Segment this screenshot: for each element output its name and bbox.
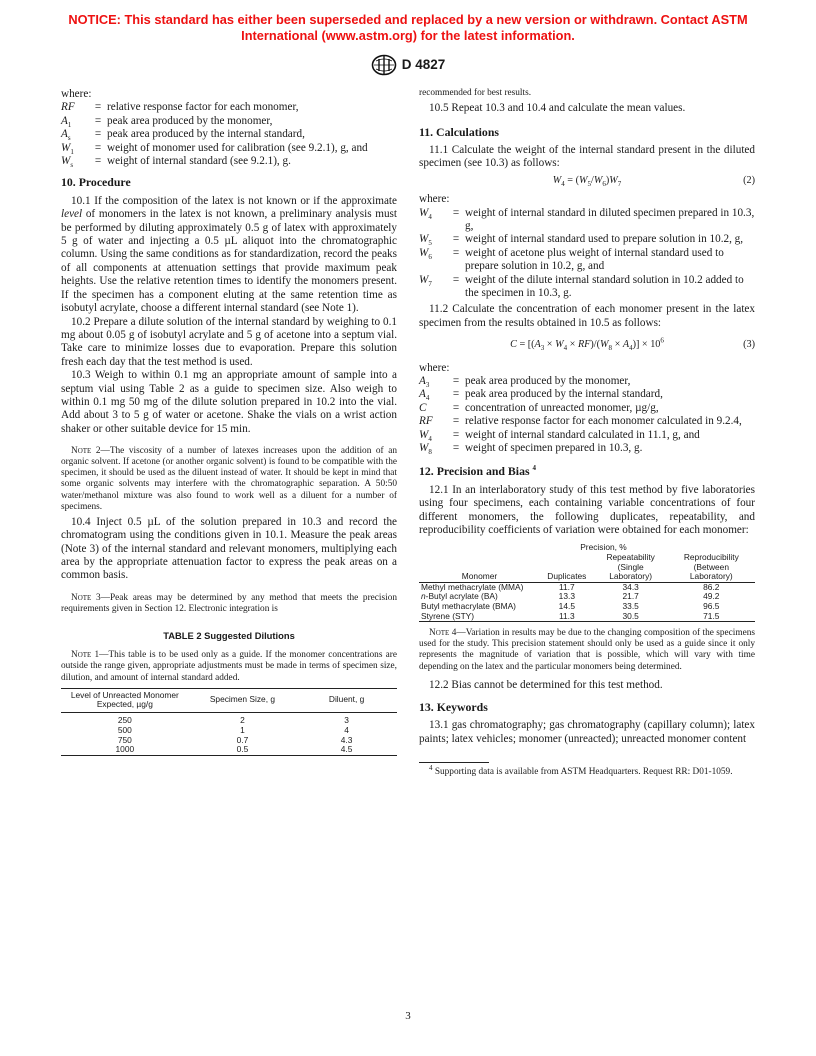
equals-sign: =	[452, 273, 460, 286]
definition-row	[61, 115, 397, 128]
definition-symbol: C	[419, 401, 427, 414]
table-2	[61, 688, 397, 756]
definition-row	[419, 274, 755, 301]
page-number: 3	[405, 1010, 411, 1022]
where-label: where:	[419, 193, 450, 206]
precision-header: Monomer	[461, 571, 498, 582]
para-11-2: 11.2 Calculate the concentration of each monomer present in the latex specimen from the results obtained in 10.5 as follows:	[419, 303, 755, 329]
definition-text: weight of internal standard (see 9.2.1), g.	[107, 155, 291, 168]
definition-row	[419, 402, 755, 415]
section-11-title: 11. Calculations	[419, 124, 499, 139]
definition-text: weight of specimen prepared in 10.3, g.	[465, 442, 643, 455]
where-label: where:	[419, 361, 450, 374]
left-column	[61, 88, 397, 756]
definition-symbol: $W_5$	[419, 233, 432, 248]
equation-3-number: (3)	[743, 339, 755, 351]
para-12-2: 12.2 Bias cannot be determined for this test method.	[429, 678, 663, 691]
table-2-header: Level of Unreacted Monomer Expected, µg/g	[70, 689, 179, 710]
definition-symbol: RF	[419, 415, 433, 428]
definition-row	[61, 101, 397, 114]
page-header	[0, 54, 816, 76]
continued-text: recommended for best results.	[419, 88, 532, 98]
where-label: where:	[61, 88, 92, 100]
equation-2: $W_4 = (W_5/W_6)W_7$ (2)	[552, 174, 755, 188]
equals-sign: =	[452, 246, 460, 259]
equals-sign: =	[452, 206, 460, 219]
definition-text: weight of acetone plus weight of internal standard used to prepare solution in 10.2, g, and	[465, 246, 724, 273]
para-10-2: 10.2 Prepare a dilute solution of the internal standard by weighing to 0.1 mg about 0.05 g of isobutyl acrylate and 5 g of acetone into a septum vial. Take care to minimize losses due to evaporation. Prepare this solution fresh each day that the test method is used.	[61, 315, 397, 368]
precision-group-header: Precision, %	[580, 542, 627, 553]
para-13-1: 13.1 gas chromatography; gas chromatography (capillary column); latex paints; latex vehicles; monomer (unreacted); unreacted monomer content	[419, 719, 755, 745]
definition-symbol: RF	[61, 101, 75, 114]
note-1: Note 1—This table is to be used only as a guide. If the monomer concentrations are outside the range given, appropriate adjustments must be made in terms of specimen size, dilution, and amount of internal standard added.	[61, 650, 397, 683]
equals-sign: =	[94, 141, 102, 154]
equals-sign: =	[94, 114, 102, 127]
definition-text: relative response factor for each monomer,	[107, 101, 299, 114]
footnote-4: $^4$ Supporting data is available from ASTM Headquarters. Request RR: D01-1059.	[429, 764, 733, 778]
definition-row	[419, 429, 755, 442]
definition-text: weight of the dilute internal standard solution in 10.2 added to the specimen in 10.3, g.	[465, 273, 744, 299]
definition-row	[419, 207, 755, 234]
definition-text: weight of monomer used for calibration (see 9.2.1), g, and	[107, 141, 368, 154]
table-row: 1000 0.5 4.5	[61, 745, 397, 755]
section-12-title: 12. Precision and Bias $^4$	[419, 464, 537, 479]
definition-symbol: $A_s$	[61, 128, 71, 143]
section-10-title: 10. Procedure	[61, 175, 131, 190]
definition-symbol: $W_s$	[61, 155, 74, 170]
equation-3: $C = [(A_3 \times W_4 \times RF)/(W_8 \times A_4)] \times 10^6$ (3)	[510, 336, 755, 353]
table-row: Butyl methacrylate (BMA) 14.5 33.5 96.5	[421, 601, 720, 612]
table-row: Methyl methacrylate (MMA) 11.7 34.3 86.2	[421, 581, 720, 592]
definitions-list	[419, 375, 755, 455]
definition-row	[419, 388, 755, 401]
right-column	[419, 88, 755, 778]
precision-header: Duplicates	[547, 571, 587, 582]
para-12-1: 12.1 In an interlaboratory study of this test method by five laboratories using four specimens, each containing variable concentrations of four different monomers, the following duplicates, repeatability, and reproducibility coefficients of variation were obtained for each monomer:	[419, 483, 755, 537]
definition-text: weight of internal standard in diluted specimen prepared in 10.3, g,	[465, 206, 755, 232]
table-row: 250 2 3	[117, 715, 349, 726]
definition-symbol: $W_4$	[419, 206, 432, 221]
definition-text: peak area produced by the internal standard,	[465, 388, 663, 401]
table-row: 750 0.7 4.3	[117, 734, 353, 745]
definition-text: weight of internal standard calculated in 11.1, g, and	[465, 428, 700, 441]
definition-symbol: $A_4$	[419, 388, 430, 403]
para-10-1: 10.1 If the composition of the latex is not known or if the approximate level of monomers in the latex is not known, a preliminary analysis must be performed by diluting approximately 0.5 g of latex with approximately 5 g of water and injecting a 0.5 µL aliquot into the chromatographic column. Using the same conditions as for standardization, record the peaks of all components at attenuation settings that provide maximum peak heights. Use the relative retention times to identify the monomers present. If the specimen has a component eluting at the same retention time as isobutyl acrylate, choose a different internal standard (see Note 1).	[61, 194, 397, 315]
para-10-3: 10.3 Weigh to within 0.1 mg an appropriate amount of sample into a septum vial using Table 2 as a guide to specimen size. Also weigh to within 0.1 mg 50 mg of the dilute solution prepared in 10.2 into the vial. Add about 3 to 5 g of water or acetone. Shake the vials on a wrist action shaker or other suitable device for 15 min.	[61, 369, 397, 435]
equals-sign: =	[94, 155, 102, 168]
footnote-rule	[419, 762, 489, 763]
definition-symbol: $W_8$	[419, 442, 432, 457]
definition-symbol: $A_1$	[61, 114, 72, 130]
equals-sign: =	[452, 428, 460, 441]
precision-header: Reproducibility (Between Laboratory)	[683, 552, 739, 582]
precision-header: Repeatability (Single Laboratory)	[606, 552, 655, 582]
table-2-header: Specimen Size, g	[209, 694, 276, 705]
equals-sign: =	[94, 101, 102, 114]
para-10-4: 10.4 Inject 0.5 µL of the solution prepared in 10.3 and record the chromatogram using the conditions given in 10.1. Measure the peak areas (Note 3) of the internal standard and relevant monomers, multiplying each area by the appropriate attenuation factor to express the peak areas on a common basis.	[61, 515, 397, 582]
equals-sign: =	[94, 128, 102, 141]
astm-logo-icon	[371, 54, 397, 76]
supersede-notice: NOTICE: This standard has either been superseded and replaced by a new version or withdrawn. Contact ASTM International (www.astm.org) for the latest information.	[68, 12, 748, 43]
note-3: Note 3—Peak areas may be determined by any method that meets the precision requirements given in Section 12. Electronic integration is	[61, 592, 398, 614]
definition-symbol: $W_6$	[419, 246, 432, 261]
definition-text: peak area produced by the internal standard,	[107, 128, 305, 141]
definition-row	[61, 155, 397, 168]
definition-row	[61, 142, 397, 155]
definition-symbol: $W_1$	[61, 141, 74, 156]
table-row: Styrene (STY) 11.3 30.5 71.5	[419, 612, 755, 622]
definition-text: peak area produced by the monomer,	[465, 375, 631, 387]
definition-text: concentration of unreacted monomer, µg/g,	[465, 401, 659, 414]
definition-row	[419, 247, 755, 274]
table-row: n-Butyl acrylate (BA) 13.3 21.7 49.2	[421, 591, 720, 602]
equals-sign: =	[452, 415, 460, 428]
equals-sign: =	[452, 375, 460, 387]
definition-row	[419, 442, 755, 455]
note-4: Note 4—Variation in results may be due to the changing composition of the specimens used for the study. This precision statement should only be used as a guide since it only represents the magnitude of variation that is possible, which will vary with time depending on the latex and the particular monomers being determined.	[419, 628, 756, 672]
table-2-header: Diluent, g	[328, 694, 365, 705]
table-2-title: TABLE 2 Suggested Dilutions	[163, 629, 295, 641]
equals-sign: =	[452, 442, 460, 455]
equals-sign: =	[452, 388, 460, 401]
section-13-title: 13. Keywords	[419, 700, 488, 714]
definition-row	[419, 415, 755, 428]
definition-row	[61, 128, 397, 141]
table-row: 500 1 4	[117, 724, 349, 735]
para-11-1: 11.1 Calculate the weight of the internal standard present in the diluted specimen (see 10.3) as follows:	[419, 143, 755, 170]
definitions-list	[419, 207, 755, 301]
definition-text: peak area produced by the monomer,	[107, 114, 273, 127]
definition-symbol: $A_3$	[419, 375, 430, 390]
definitions-list	[61, 101, 397, 168]
equation-2-number: (2)	[743, 174, 755, 186]
equals-sign: =	[452, 401, 460, 414]
definition-symbol: $W_4$	[419, 428, 432, 443]
precision-table	[419, 543, 755, 622]
definition-row	[419, 375, 755, 388]
definition-text: weight of internal standard used to prepare solution in 10.2, g,	[465, 233, 744, 246]
designation: D 4827	[401, 57, 446, 73]
para-10-5: 10.5 Repeat 10.3 and 10.4 and calculate the mean values.	[429, 102, 686, 115]
equals-sign: =	[452, 233, 460, 246]
definition-symbol: $W_7$	[419, 273, 432, 288]
definition-text: relative response factor for each monomer calculated in 9.2.4,	[465, 415, 742, 428]
note-2: Note 2—The viscosity of a number of latexes increases upon the addition of an organic solvent. If acetone (or another organic solvent) is found to be compatible with the specimen, it should be used as the diluent instead of water. It should be kept in mind that some organic solvents may interfere with the chromatographic separation. A 50:50 water/methanol mixture was also found to work well as a diluent for a number of specimens.	[61, 446, 397, 512]
definition-row	[419, 233, 755, 246]
